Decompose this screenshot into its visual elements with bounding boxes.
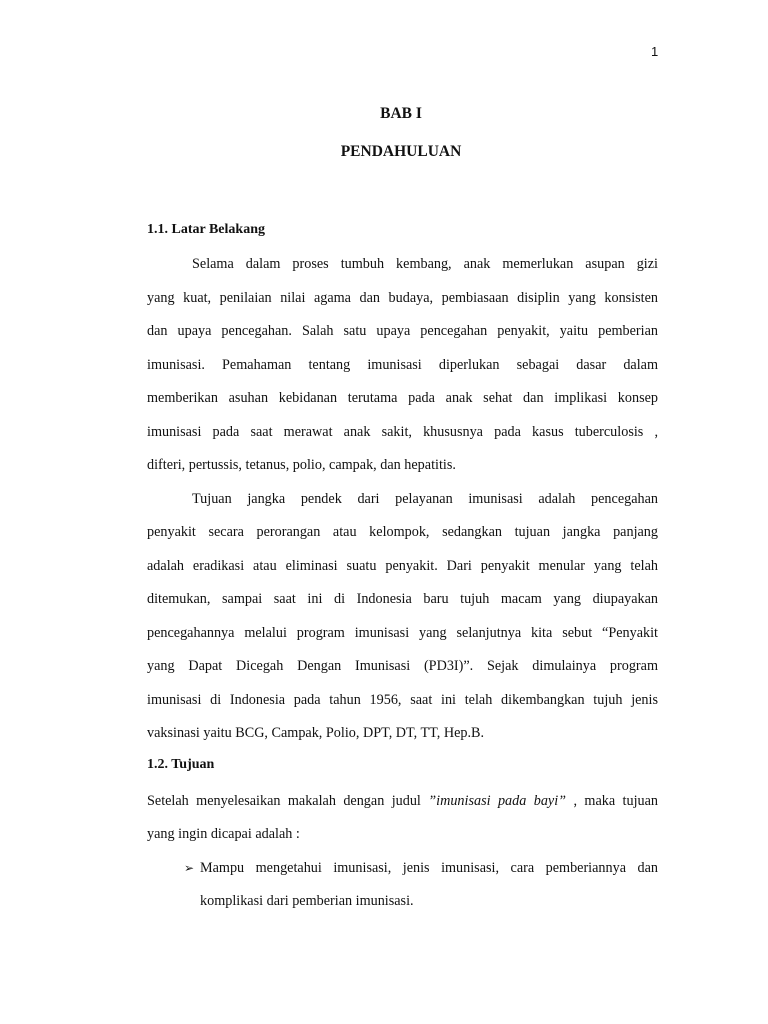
chapter-title: PENDAHULUAN — [340, 143, 462, 160]
paragraph-line: yang ingin dicapai adalah : — [147, 826, 300, 842]
paragraph-line-intro — [147, 791, 658, 811]
paragraph-line: yang kuat, penilaian nilai agama dan budaya, pembiasaan disiplin yang konsisten — [147, 290, 658, 306]
paragraph-line: yang Dapat Dicegah Dengan Imunisasi (PD3I)”. Sejak dimulainya program — [147, 658, 658, 674]
bullet-text-continuation: komplikasi dari pemberian imunisasi. — [200, 893, 414, 909]
paragraph-line: adalah eradikasi atau eliminasi suatu penyakit. Dari penyakit menular yang telah — [147, 558, 658, 574]
section-heading-latar-belakang: 1.1. Latar Belakang — [147, 222, 265, 237]
section-heading-tujuan: 1.2. Tujuan — [147, 757, 215, 772]
paragraph-line: dan upaya pencegahan. Salah satu upaya pencegahan penyakit, yaitu pemberian — [147, 323, 658, 339]
paragraph-line: memberikan asuhan kebidanan terutama pada anak sehat dan implikasi konsep — [147, 390, 658, 406]
paragraph-line: Selama dalam proses tumbuh kembang, anak memerlukan asupan gizi — [192, 256, 658, 272]
intro-text-end: , maka tujuan — [566, 793, 659, 809]
paragraph-line: ditemukan, sampai saat ini di Indonesia baru tujuh macam yang diupayakan — [147, 591, 658, 607]
makalah-title: ”imunisasi pada bayi” — [428, 793, 567, 809]
paragraph-line: difteri, pertussis, tetanus, polio, campak, dan hepatitis. — [147, 457, 456, 473]
paragraph-line: pencegahannya melalui program imunisasi yang selanjutnya kita sebut “Penyakit — [147, 625, 658, 641]
bullet-list-item — [184, 858, 658, 878]
paragraph-line: vaksinasi yaitu BCG, Campak, Polio, DPT, DT, TT, Hep.B. — [147, 725, 485, 741]
paragraph-line: imunisasi. Pemahaman tentang imunisasi diperlukan sebagai dasar dalam — [147, 357, 658, 373]
chapter-label: BAB I — [380, 105, 422, 122]
paragraph-line: penyakit secara perorangan atau kelompok, sedangkan tujuan jangka panjang — [147, 524, 658, 540]
page-number: 1 — [651, 44, 659, 59]
paragraph-line: Tujuan jangka pendek dari pelayanan imunisasi adalah pencegahan — [192, 491, 658, 507]
paragraph-line: imunisasi di Indonesia pada tahun 1956, saat ini telah dikembangkan tujuh jenis — [147, 692, 658, 708]
intro-text: Setelah menyelesaikan makalah dengan judul — [147, 793, 429, 809]
arrow-bullet-icon: ➢ — [184, 861, 195, 875]
paragraph-line: imunisasi pada saat merawat anak sakit, khususnya pada kasus tuberculosis , — [147, 424, 658, 440]
bullet-text: Mampu mengetahui imunisasi, jenis imunisasi, cara pemberiannya dan — [200, 860, 658, 876]
